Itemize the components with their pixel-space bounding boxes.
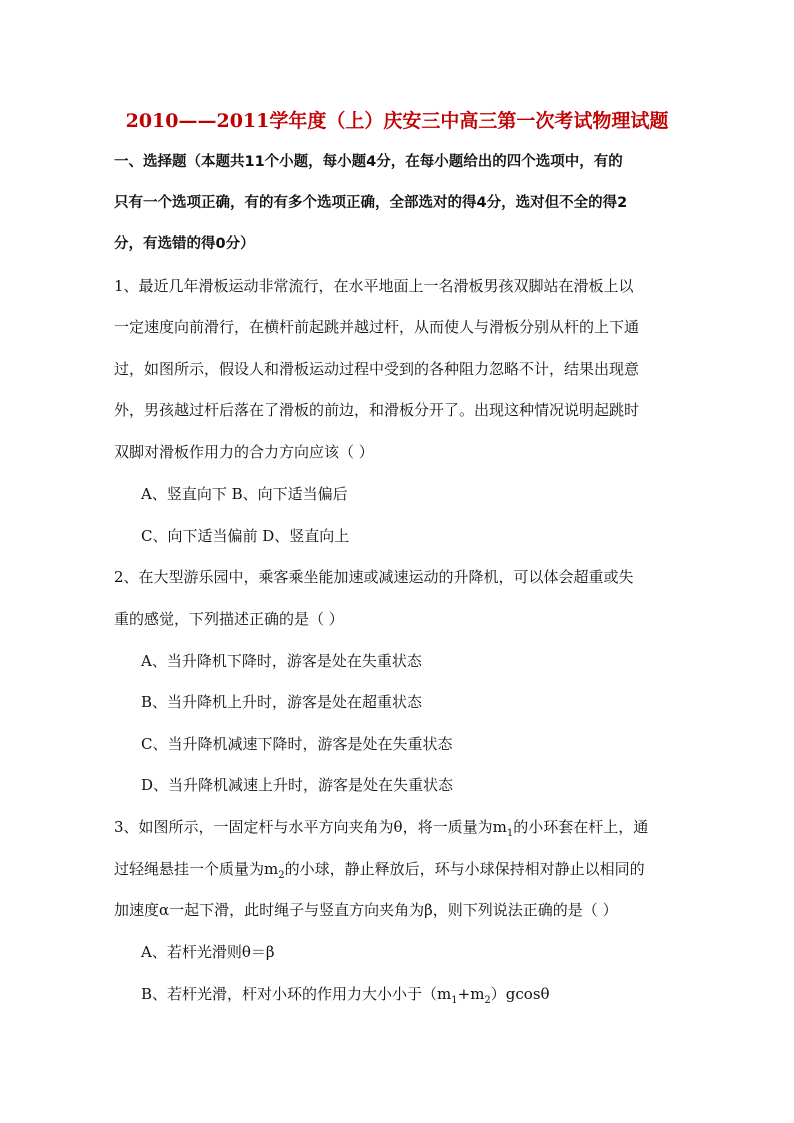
question-3-line-3: 加速度α一起下滑，此时绳子与竖直方向夹角为β，则下列说法正确的是（ ） [114, 901, 618, 919]
question-1-line-5: 双脚对滑板作用力的合力方向应该（ ） [114, 443, 374, 461]
question-3-option-b [141, 984, 550, 1011]
subscript-2b: 2 [484, 995, 491, 1006]
question-1-line-1: 1、最近几年滑板运动非常流行，在水平地面上一名滑板男孩双脚站在滑板上以 [114, 277, 634, 295]
question-2-option-c: C、当升降机减速下降时，游客是处在失重状态 [141, 735, 453, 753]
question-3-line-2-text-b: 的小球，静止释放后，环与小球保持相对静止以相同的 [284, 860, 645, 878]
question-2-option-a: A、当升降机下降时，游客是处在失重状态 [141, 652, 422, 670]
question-3-option-b-end: ）gcosθ [490, 985, 550, 1003]
question-1-options-ab: A、竖直向下 B、向下适当偏后 [141, 485, 348, 503]
question-1-options-cd: C、向下适当偏前 D、竖直向上 [141, 527, 350, 545]
question-3-option-b-mid: +m [457, 985, 485, 1003]
subscript-2: 2 [278, 870, 285, 881]
section-instructions-line-2: 只有一个选项正确，有的有多个选项正确，全部选对的得4分，选对但不全的得2 [114, 195, 628, 211]
question-3-option-a: A、若杆光滑则θ＝β [141, 943, 275, 961]
question-2-option-d: D、当升降机减速上升时，游客是处在失重状态 [141, 776, 454, 794]
question-3-line-2 [114, 859, 645, 886]
exam-title: 2010——2011学年度（上）庆安三中高三第一次考试物理试题 [125, 110, 669, 132]
question-3-line-2-text-a: 过轻绳悬挂一个质量为m [114, 860, 279, 878]
question-2-line-2: 重的感觉，下列描述正确的是（ ） [114, 610, 344, 628]
question-2-line-1: 2、在大型游乐园中，乘客乘坐能加速或减速运动的升降机，可以体会超重或失 [114, 568, 634, 586]
question-1-line-2: 一定速度向前滑行，在横杆前起跳并越过杆，从而使人与滑板分别从杆的上下通 [114, 318, 640, 336]
question-3-line-1-text-b: 的小环套在杆上，通 [513, 818, 649, 836]
question-2-option-b: B、当升降机上升时，游客是处在超重状态 [141, 693, 423, 711]
subscript-1: 1 [506, 828, 514, 839]
section-instructions-line-1: 一、选择题（本题共11个小题，每小题4分，在每小题给出的四个选项中，有的 [114, 154, 623, 170]
question-1-line-4: 外，男孩越过杆后落在了滑板的前边，和滑板分开了。出现这种情况说明起跳时 [114, 401, 640, 419]
question-3-line-1 [114, 817, 648, 844]
question-1-line-3: 过，如图所示，假设人和滑板运动过程中受到的各种阻力忽略不计，结果出现意 [114, 360, 640, 378]
section-instructions-line-3: 分，有选错的得0分） [114, 236, 255, 252]
question-3-option-b-text-a: B、若杆光滑，杆对小环的作用力大小小于（m [141, 985, 452, 1003]
subscript-1b: 1 [451, 995, 458, 1006]
question-3-line-1-text-a: 3、如图所示，一固定杆与水平方向夹角为θ，将一质量为m [114, 818, 507, 836]
